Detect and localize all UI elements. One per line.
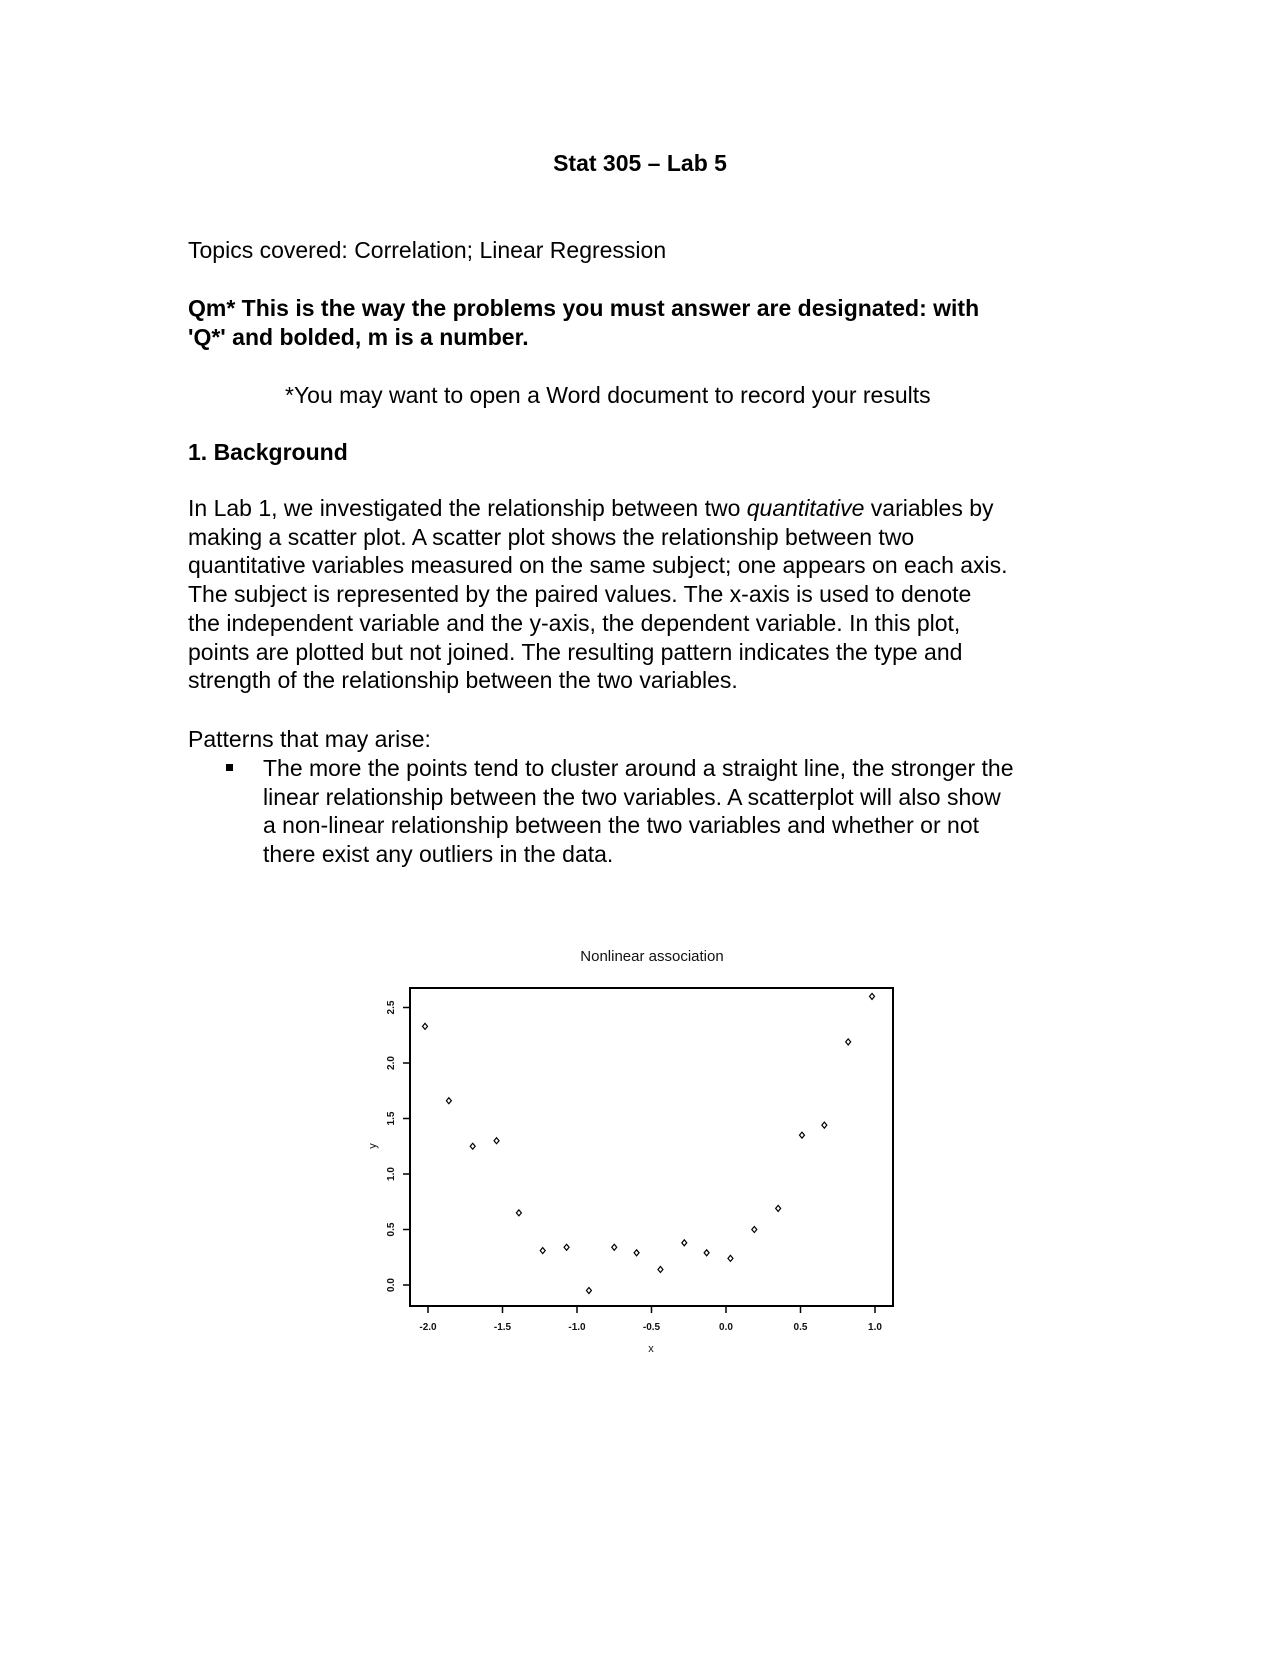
bullet-line: a non-linear relationship between the two variables and whether or not [263,812,979,839]
patterns-label: Patterns that may arise: [188,726,431,752]
y-axis [386,1000,410,1292]
data-point [776,1205,781,1211]
y-tick-label: 1.0 [386,1167,397,1181]
text-run: variables by [864,495,994,521]
bullet-line: linear relationship between the two variables. A scatterplot will also show [263,783,1001,810]
data-point [612,1244,617,1250]
data-point [586,1288,591,1294]
paragraph-line: points are plotted but not joined. The resulting pattern indicates the type and [188,638,963,665]
data-point [728,1255,733,1261]
x-tick-label: -1.0 [568,1322,586,1333]
section-heading: 1. Background [188,439,348,465]
paragraph-line: strength of the relationship between the two variables. [188,667,738,694]
data-point [682,1240,687,1246]
data-point [846,1039,851,1045]
data-point [704,1250,709,1256]
x-tick-label: 0.5 [793,1322,808,1333]
y-tick-label: 2.0 [386,1056,397,1070]
x-tick-label: 1.0 [868,1322,882,1333]
data-point [540,1248,545,1254]
chart-title: Nonlinear association [580,948,724,965]
word-document-note: *You may want to open a Word document to record your results [285,382,931,408]
emphasis-text: quantitative [746,495,865,521]
paragraph-line: The subject is represented by the paired values. The x-axis is used to denote [188,581,972,608]
y-axis-label: y [367,1143,379,1149]
paragraph-line: making a scatter plot. A scatter plot shows the relationship between two [188,523,915,550]
y-tick-label: 0.5 [386,1222,397,1237]
data-point [634,1250,639,1256]
paragraph-line: quantitative variables measured on the same subject; one appears on each axis. [188,552,1008,579]
data-point [446,1098,451,1104]
text-run: In Lab 1, we investigated the relationship between two [188,495,747,521]
y-tick-label: 2.5 [386,1000,397,1015]
data-point [470,1143,475,1149]
qm-note-line: 'Q*' and bolded, m is a number. [188,323,529,350]
bullet-line: there exist any outliers in the data. [263,841,614,868]
data-point [822,1122,827,1128]
plot-frame [410,988,893,1306]
bullet-line: The more the points tend to cluster around a straight line, the stronger the [263,755,1014,781]
x-tick-label: -2.0 [419,1322,437,1333]
data-point [658,1266,663,1272]
data-points [423,993,875,1293]
x-tick-label: 0.0 [719,1322,733,1333]
x-tick-label: -1.5 [493,1322,512,1333]
y-tick-label: 1.5 [386,1111,397,1126]
x-axis [419,1306,882,1333]
x-tick-label: -0.5 [642,1322,661,1333]
qm-note-line: Qm* This is the way the problems you must answer are designated: with [188,295,980,321]
data-point [799,1132,804,1138]
topics-covered: Topics covered: Correlation; Linear Regression [188,237,667,263]
paragraph-line: the independent variable and the y-axis, the dependent variable. In this plot, [188,609,961,636]
data-point [870,993,875,999]
data-point [494,1138,499,1144]
y-tick-label: 0.0 [386,1278,397,1292]
data-point [423,1023,428,1029]
x-axis-label: x [648,1343,654,1355]
data-point [516,1210,521,1216]
data-point [752,1227,757,1233]
data-point [564,1244,569,1250]
page-title: Stat 305 – Lab 5 [553,150,727,176]
